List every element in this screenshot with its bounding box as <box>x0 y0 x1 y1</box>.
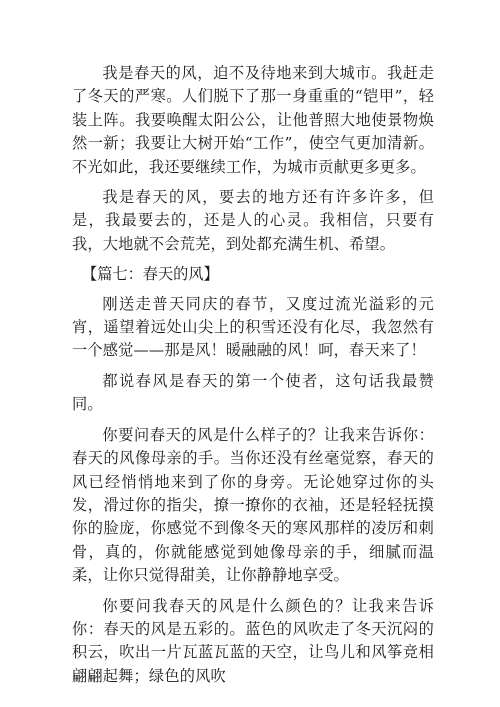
paragraph-mothers-hand: 你要问春天的风是什么样子的？让我来告诉你：春天的风像母亲的手。当你还没有丝毫觉察，春天的风已经悄悄地来到了你的身旁。无论她穿过你的头发，滑过你的指尖，撩一撩你的衣袖，还是轻轻抚摸你的脸庞，你感觉不到像冬天的寒风那样的凌厉和刺骨，真的，你就能感觉到她像母亲的手，细腻而温柔，让你只觉得甜美，让你静静地享受。 <box>72 425 434 585</box>
paragraph-heart-wind: 我是春天的风，要去的地方还有许多许多，但是，我最要去的，还是人的心灵。我相信，只要有我，大地就不会荒芜，到处都充满生机、希望。 <box>72 188 434 253</box>
section-heading: 【篇七：春天的风】 <box>82 265 219 284</box>
document-body <box>72 62 434 695</box>
paragraph-spring-festival: 刚送走普天同庆的春节，又度过流光溢彩的元宵，遥望着远处山尖上的积雪还没有化尽，我忽然有一个感觉——那是风！暖融融的风！呵，春天来了！ <box>72 294 434 360</box>
paragraph-colorful-wind: 你要问我春天的风是什么颜色的？让我来告诉你：春天的风是五彩的。蓝色的风吹走了冬天沉闷的积云，吹出一片瓦蓝瓦蓝的天空，让鸟儿和风筝竞相翩翩起舞；绿色的风吹 <box>72 596 434 685</box>
paragraph-first-messenger: 都说春风是春天的第一个使者，这句话我最赞同。 <box>72 371 434 414</box>
paragraph-city-wind: 我是春天的风，迫不及待地来到大城市。我赶走了冬天的严寒。人们脱下了那一身重重的“铠甲”，轻装上阵。我要唤醒太阳公公，让他普照大地使景物焕然一新；我要让大树开始“工作”，使空气更加清新。不光如此，我还要继续工作，为城市贡献更多更多。 <box>72 64 434 176</box>
